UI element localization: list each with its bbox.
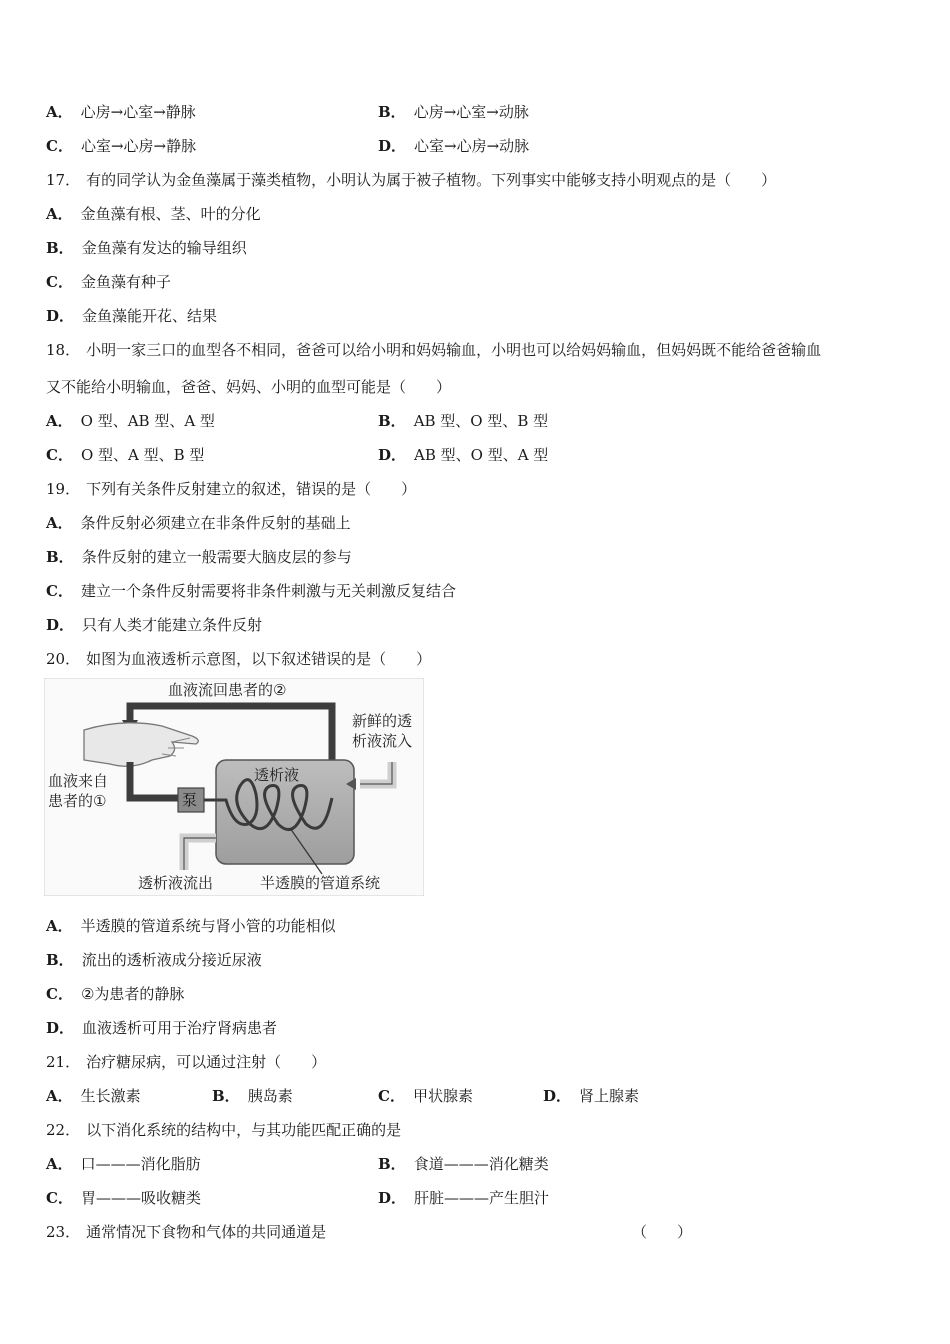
q19-option-b xyxy=(46,547,352,567)
q20-option-b xyxy=(46,950,262,970)
question-number: 22． xyxy=(46,1121,81,1139)
option-letter: A． xyxy=(46,514,73,532)
q20-stem xyxy=(46,649,431,669)
question-text: 有的同学认为金鱼藻属于藻类植物，小明认为属于被子植物。下列事实中能够支持小明观点的是（ ） xyxy=(86,171,777,189)
option-letter: A． xyxy=(46,103,73,121)
label-blood-from-2: 患者的① xyxy=(48,792,107,810)
question-number: 18． xyxy=(46,341,81,359)
option-letter: B． xyxy=(378,412,406,430)
q18-option-c xyxy=(46,445,204,465)
q16-option-a xyxy=(46,102,196,122)
option-letter: C． xyxy=(46,985,73,1003)
option-letter: A． xyxy=(46,1087,73,1105)
q16-option-d xyxy=(378,136,529,156)
q22-option-c xyxy=(46,1188,201,1208)
label-membrane-system: 半透膜的管道系统 xyxy=(260,874,381,892)
option-text: 金鱼藻有种子 xyxy=(80,273,171,291)
q17-option-b xyxy=(46,238,247,258)
question-text: 又不能给小明输血，爸爸、妈妈、小明的血型可能是（ ） xyxy=(46,378,452,396)
option-letter: B． xyxy=(212,1087,240,1105)
question-text: 小明一家三口的血型各不相同，爸爸可以给小明和妈妈输血，小明也可以给妈妈输血，但妈妈既不能给爸爸输血 xyxy=(86,341,822,359)
option-letter: C． xyxy=(378,1087,405,1105)
question-text: 下列有关条件反射建立的叙述，错误的是（ ） xyxy=(86,480,417,498)
question-number: 21． xyxy=(46,1053,81,1071)
option-text: 半透膜的管道系统与肾小管的功能相似 xyxy=(80,917,336,935)
option-text: 胰岛素 xyxy=(247,1087,293,1105)
option-letter: A． xyxy=(46,412,73,430)
question-text: 通常情况下食物和气体的共同通道是 xyxy=(86,1223,327,1241)
q21-stem xyxy=(46,1052,326,1072)
q21-option-a xyxy=(46,1086,141,1106)
option-text: 金鱼藻能开花、结果 xyxy=(82,307,218,325)
question-number: 19． xyxy=(46,480,81,498)
option-text: 胃———吸收糖类 xyxy=(80,1189,201,1207)
option-letter: B． xyxy=(46,951,74,969)
label-fresh-dialysate-2: 析液流入 xyxy=(352,732,413,750)
q21-option-d xyxy=(543,1086,639,1106)
label-blood-return: 血液流回患者的② xyxy=(168,681,287,699)
q20-option-d xyxy=(46,1018,277,1038)
option-letter: C． xyxy=(46,137,73,155)
q17-option-a xyxy=(46,204,261,224)
option-letter: A． xyxy=(46,917,73,935)
question-number: 17． xyxy=(46,171,81,189)
option-letter: D． xyxy=(378,1189,407,1207)
option-letter: C． xyxy=(46,273,73,291)
q20-option-a xyxy=(46,916,336,936)
q18-option-d xyxy=(378,445,548,465)
q16-option-c xyxy=(46,136,196,156)
q19-stem xyxy=(46,479,416,499)
label-blood-from-1: 血液来自 xyxy=(48,772,109,790)
dialysis-figure xyxy=(44,678,424,896)
option-text: 心房→心室→静脉 xyxy=(80,103,196,121)
option-text: 甲状腺素 xyxy=(412,1087,473,1105)
q18-stem-line2 xyxy=(46,377,451,397)
option-text: 流出的透析液成分接近尿液 xyxy=(81,951,262,969)
option-letter: D． xyxy=(46,307,75,325)
label-dialysate-out: 透析液流出 xyxy=(138,874,214,892)
option-letter: B． xyxy=(46,239,74,257)
option-text: 心房→心室→动脉 xyxy=(413,103,529,121)
q18-option-a xyxy=(46,411,215,431)
question-text: 如图为血液透析示意图，以下叙述错误的是（ ） xyxy=(86,650,432,668)
q19-option-d xyxy=(46,615,262,635)
option-text: 金鱼藻有根、茎、叶的分化 xyxy=(80,205,261,223)
question-number: 23． xyxy=(46,1223,81,1241)
option-text: 金鱼藻有发达的输导组织 xyxy=(81,239,247,257)
option-text: 血液透析可用于治疗肾病患者 xyxy=(82,1019,278,1037)
q22-stem xyxy=(46,1120,401,1140)
q20-option-c xyxy=(46,984,184,1004)
label-pump: 泵 xyxy=(182,791,198,809)
question-text: 治疗糖尿病，可以通过注射（ ） xyxy=(86,1053,327,1071)
q22-option-a xyxy=(46,1154,201,1174)
option-text: 食道———消化糖类 xyxy=(413,1155,549,1173)
q22-option-d xyxy=(378,1188,549,1208)
q19-option-a xyxy=(46,513,351,533)
q18-stem-line1 xyxy=(46,340,821,360)
option-text: 建立一个条件反射需要将非条件刺激与无关刺激反复结合 xyxy=(80,582,456,600)
option-text: AB 型、O 型、A 型 xyxy=(414,446,549,464)
option-text: 心室→心房→动脉 xyxy=(414,137,530,155)
q21-option-c xyxy=(378,1086,473,1106)
q19-option-c xyxy=(46,581,456,601)
q23-stem xyxy=(46,1222,326,1242)
q17-option-c xyxy=(46,272,171,292)
option-letter: C． xyxy=(46,446,73,464)
q16-option-b xyxy=(378,102,529,122)
label-dialysate: 透析液 xyxy=(254,766,300,784)
option-text: 生长激素 xyxy=(80,1087,141,1105)
option-letter: D． xyxy=(46,616,75,634)
option-letter: C． xyxy=(46,1189,73,1207)
option-text: 条件反射的建立一般需要大脑皮层的参与 xyxy=(81,548,352,566)
q17-stem xyxy=(46,170,776,190)
option-text: O 型、AB 型、A 型 xyxy=(80,412,215,430)
option-letter: A． xyxy=(46,1155,73,1173)
option-text: 肾上腺素 xyxy=(579,1087,640,1105)
option-text: 肝脏———产生胆汁 xyxy=(414,1189,550,1207)
option-letter: A． xyxy=(46,205,73,223)
option-text: AB 型、O 型、B 型 xyxy=(413,412,549,430)
q18-option-b xyxy=(378,411,548,431)
option-text: 只有人类才能建立条件反射 xyxy=(82,616,263,634)
option-text: 条件反射必须建立在非条件反射的基础上 xyxy=(80,514,351,532)
option-letter: C． xyxy=(46,582,73,600)
option-text: O 型、A 型、B 型 xyxy=(80,446,205,464)
option-letter: B． xyxy=(46,548,74,566)
option-letter: D． xyxy=(543,1087,572,1105)
option-letter: D． xyxy=(46,1019,75,1037)
label-fresh-dialysate-1: 新鲜的透 xyxy=(352,712,413,730)
question-text: 以下消化系统的结构中，与其功能匹配正确的是 xyxy=(86,1121,402,1139)
q21-option-b xyxy=(212,1086,293,1106)
option-letter: B． xyxy=(378,1155,406,1173)
option-letter: D． xyxy=(378,137,407,155)
option-letter: B． xyxy=(378,103,406,121)
option-text: 心室→心房→静脉 xyxy=(80,137,197,155)
option-text: ②为患者的静脉 xyxy=(80,985,185,1003)
q22-option-b xyxy=(378,1154,549,1174)
q17-option-d xyxy=(46,306,217,326)
option-text: 口———消化脂肪 xyxy=(80,1155,201,1173)
q23-answer-paren: （ ） xyxy=(632,1223,693,1241)
option-letter: D． xyxy=(378,446,407,464)
question-number: 20． xyxy=(46,650,81,668)
